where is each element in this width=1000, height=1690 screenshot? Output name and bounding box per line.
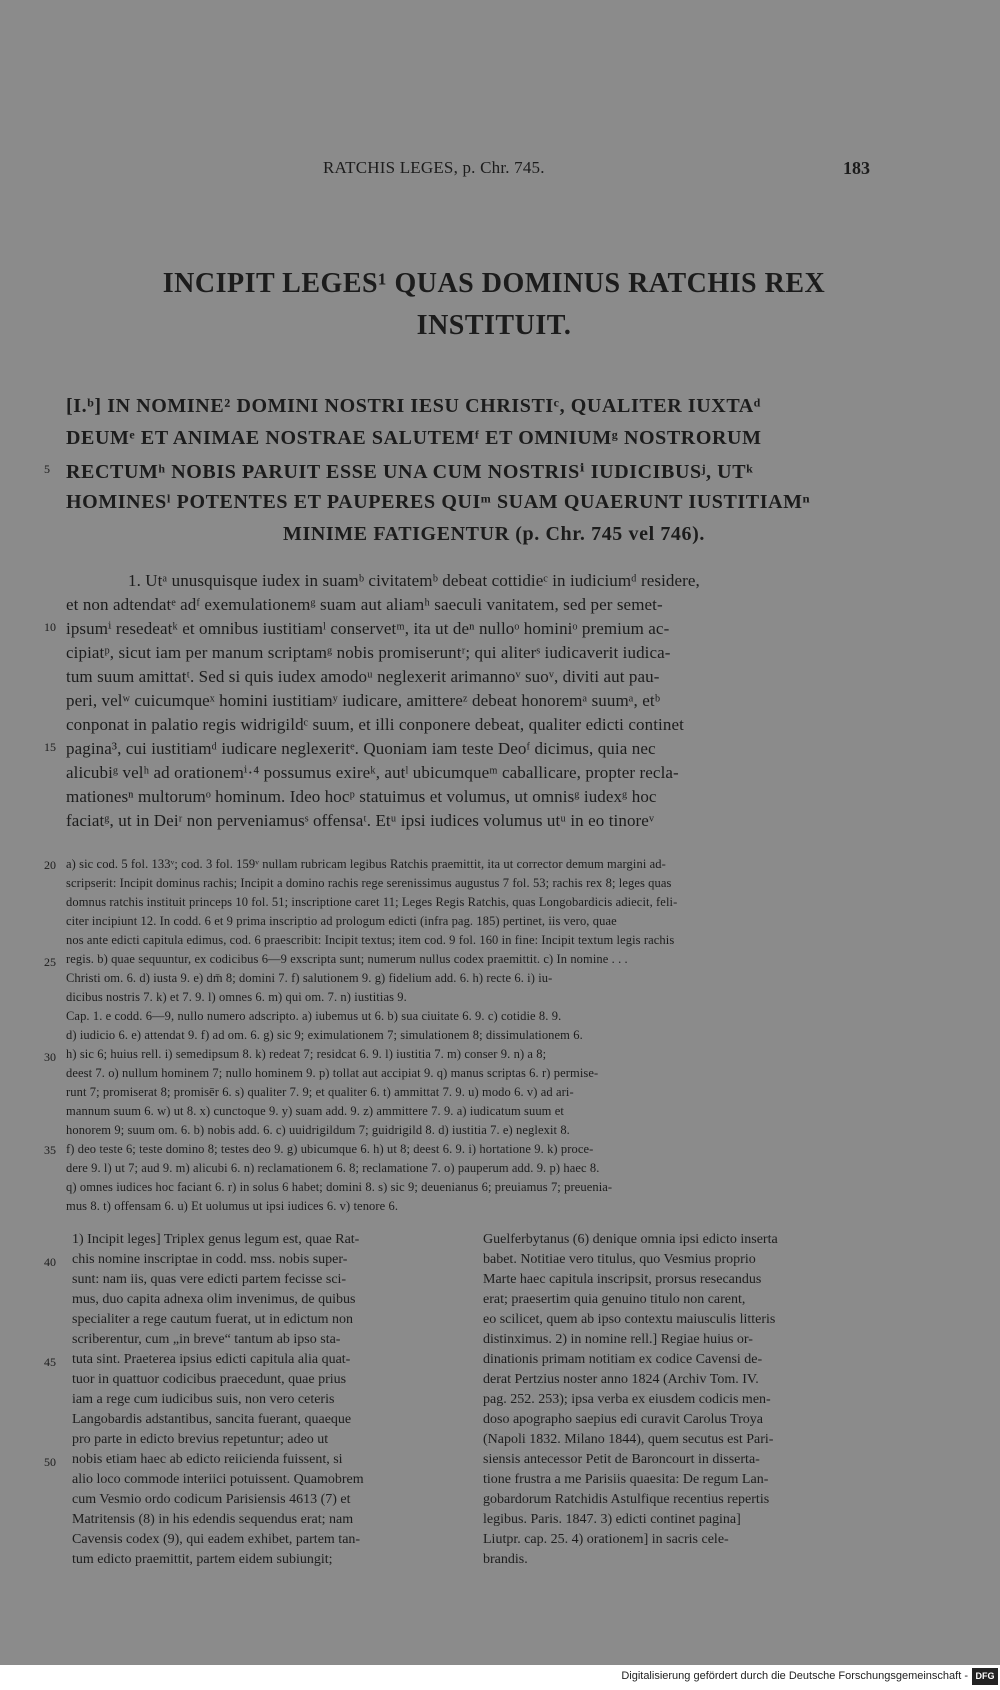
apparatus-line: Christi om. 6. d) iusta 9. e) dm̄ 8; domini 7. f) salutionem 9. g) fidelium add. 6. h) recte 6. i) iu- bbox=[66, 971, 553, 985]
margin-line-number: 10 bbox=[44, 620, 56, 634]
commentary-right-line: brandis. bbox=[483, 1552, 528, 1567]
body-line: ipsumⁱ resedeatᵏ et omnibus iustitiamˡ conservetᵐ, ita ut deⁿ nulloᵒ hominiᵒ premium ac- bbox=[66, 619, 670, 638]
commentary-right-line: Marte haec capitula inscripsit, prorsus resecandus bbox=[483, 1272, 762, 1287]
margin-line-number: 20 bbox=[44, 858, 56, 872]
apparatus-line: dere 9. l) ut 7; aud 9. m) alicubi 6. n) reclamationem 6. 8; reclamatione 7. o) pauperum add. 9. p) haec 8. bbox=[66, 1161, 600, 1175]
commentary-right-line: derat Pertzius noster anno 1824 (Archiv Tom. IV. bbox=[483, 1372, 759, 1387]
running-head-title: RATCHIS LEGES, p. Chr. 745. bbox=[323, 158, 545, 177]
preface-line: DEUMᵉ ET ANIMAE NOSTRAE SALUTEMᶠ ET OMNIUMᵍ NOSTRORUM bbox=[66, 427, 762, 449]
commentary-right-line: erat; praesertim quia genuino titulo non carent, bbox=[483, 1292, 746, 1307]
commentary-left-line: Matritensis (8) in his edendis sequendus erat; nam bbox=[72, 1512, 354, 1527]
commentary-left-line: tuta sint. Praeterea ipsius edicti capitula alia quat- bbox=[72, 1352, 351, 1367]
commentary-left-line: chis nomine inscriptae in codd. mss. nobis super- bbox=[72, 1252, 348, 1267]
apparatus-line: dicibus nostris 7. k) et 7. 9. l) omnes 6. m) qui om. 7. n) iustitias 9. bbox=[66, 990, 407, 1004]
body-line: alicubiᵍ velʰ ad orationemⁱ·⁴ possumus exireᵏ, autˡ ubicumqueᵐ caballicare, propter recla- bbox=[66, 763, 679, 782]
running-head bbox=[118, 158, 870, 182]
margin-line-number: 45 bbox=[44, 1355, 56, 1369]
apparatus-line: q) omnes iudices hoc faciant 6. r) in solus 6 habet; domini 8. s) sic 9; deuenianus 6; preuiamus 7; preuenia- bbox=[66, 1180, 613, 1194]
apparatus-line: domnus ratchis instituit princeps 10 fol. 51; inscriptione caret 11; Leges Regis Ratchis, quas Longobardicis adiecit, feli- bbox=[66, 895, 678, 909]
apparatus-line: h) sic 6; huius rell. i) semedipsum 8. k) redeat 7; residcat 6. 9. l) iustitia 7. m) conser 9. n) a 8; bbox=[66, 1047, 547, 1061]
body-line: mationesⁿ multorumᵒ hominum. Ideo hocᵖ statuimus et volumus, ut omnisᵍ iudexᵍ hoc bbox=[66, 787, 657, 806]
preface-line: HOMINESˡ POTENTES ET PAUPERES QUIᵐ SUAM QUAERUNT IUSTITIAMⁿ bbox=[66, 491, 811, 513]
dfg-logo: DFG bbox=[972, 1668, 998, 1685]
margin-line-number: 5 bbox=[44, 462, 50, 476]
body-line: faciatᵍ, ut in Deiʳ non perveniamusˢ offensaᵗ. Etᵘ ipsi iudices volumus utᵘ in eo tinoreᵛ bbox=[66, 811, 655, 830]
commentary-right-line: doso apographo saepius edi curavit Carolus Troya bbox=[483, 1412, 763, 1427]
footer-credit-text: Digitalisierung gefördert durch die Deutsche Forschungsgemeinschaft - bbox=[621, 1670, 968, 1682]
commentary-left-line: pro parte in edicto brevius repetuntur; adeo ut bbox=[72, 1432, 329, 1447]
commentary-right-line: pag. 252. 253); ipsa verba ex eiusdem codicis men- bbox=[483, 1392, 771, 1407]
commentary-right-line: legibus. Paris. 1847. 3) edicti continet pagina] bbox=[483, 1512, 741, 1527]
body-line: 1. Utᵃ unusquisque iudex in suamᵇ civitatemᵇ debeat cottidieᶜ in iudiciumᵈ residere, bbox=[128, 571, 700, 590]
commentary-right-line: siensis antecessor Petit de Baroncourt in disserta- bbox=[483, 1452, 760, 1467]
body-line: tum suum amittatᵗ. Sed si quis iudex amodoᵘ neglexerit arimannoᵛ suoᵛ, diviti aut pau- bbox=[66, 667, 660, 686]
apparatus-line: f) deo teste 6; teste domino 8; testes deo 9. g) ubicumque 6. h) ut 8; deest 6. 9. i) hortatione 9. k) proce- bbox=[66, 1142, 594, 1156]
preface-line: MINIME FATIGENTUR (p. Chr. 745 vel 746). bbox=[283, 523, 705, 545]
commentary-left-line: cum Vesmio ordo codicum Parisiensis 4613 (7) et bbox=[72, 1492, 351, 1507]
commentary-left-line: Langobardis adstantibus, sancita fuerant, quaeque bbox=[72, 1412, 352, 1427]
commentary-left-line: nobis etiam haec ab edicto reiicienda fuissent, si bbox=[72, 1452, 343, 1467]
margin-line-number: 15 bbox=[44, 740, 56, 754]
body-line: peri, velʷ cuicumqueˣ homini iustitiamʸ iudicare, amittereᶻ debeat honoremᵃ suumᵃ, etᵇ bbox=[66, 691, 661, 710]
main-title-line-1: INCIPIT LEGES¹ QUAS DOMINUS RATCHIS REX bbox=[162, 268, 826, 299]
commentary-right-line: dinationis primam notitiam ex codice Cavensi de- bbox=[483, 1352, 763, 1367]
commentary-left-line: tum edicto praemittit, partem eidem subiungit; bbox=[72, 1552, 333, 1567]
margin-line-number: 25 bbox=[44, 955, 56, 969]
apparatus-line: mannum suum 6. w) ut 8. x) cunctoque 9. y) suam add. 9. z) ammittere 7. 9. a) iudicatum suum et bbox=[66, 1104, 564, 1118]
commentary-left-line: iam a rege cum iudicibus suis, non vero ceteris bbox=[72, 1392, 335, 1407]
commentary-right-line: gobardorum Ratchidis Astulfique recentius repertis bbox=[483, 1492, 770, 1507]
apparatus-line: nos ante edicti capitula edimus, cod. 6 praescribit: Incipit textus; item cod. 9 fol. 160 in fine: Incipit textum legis rachis bbox=[66, 933, 675, 947]
commentary-left-line: alio loco commode interiici potuissent. Quamobrem bbox=[72, 1472, 364, 1487]
body-line: cipiatᵖ, sicut iam per manum scriptamᵍ nobis promiseruntʳ; qui aliterˢ iudicaverit iudica- bbox=[66, 643, 671, 662]
margin-line-number: 40 bbox=[44, 1255, 56, 1269]
apparatus-line: d) iudicio 6. e) attendat 9. f) ad om. 6. g) sic 9; eximulationem 7; simulationem 8; dissimulationem 6. bbox=[66, 1028, 583, 1042]
commentary-right-line: (Napoli 1832. Milano 1844), quem secutus est Pari- bbox=[483, 1432, 774, 1447]
apparatus-line: Cap. 1. e codd. 6—9, nullo numero adscripto. a) iubemus ut 6. b) sua ciuitate 6. 9. c) cotidie 8. 9. bbox=[66, 1009, 562, 1023]
apparatus-line: mus 8. t) offensam 6. u) Et uolumus ut ipsi iudices 6. v) tenore 6. bbox=[66, 1199, 399, 1213]
margin-line-number: 50 bbox=[44, 1455, 56, 1469]
commentary-left-line: Cavensis codex (9), qui eadem exhibet, partem tan- bbox=[72, 1532, 361, 1547]
page-number: 183 bbox=[843, 158, 870, 178]
commentary-right-line: babet. Notitiae vero titulus, quo Vesmius proprio bbox=[483, 1252, 756, 1267]
apparatus-line: honorem 9; suum om. 6. b) nobis add. 6. c) uuidrigildum 7; guidrigild 8. d) iustitia 7. e) neglexit 8. bbox=[66, 1123, 570, 1137]
margin-line-number: 30 bbox=[44, 1050, 56, 1064]
commentary-left-line: scriberentur, cum „in breve“ tantum ab ipso sta- bbox=[72, 1332, 341, 1347]
commentary-right-line: Liutpr. cap. 25. 4) orationem] in sacris cele- bbox=[483, 1532, 729, 1547]
apparatus-line: scripserit: Incipit dominus rachis; Incipit a domino rachis rege serenissimus augustus 7 fol. 53; rachis rex 8; leges quas bbox=[66, 876, 672, 890]
body-line: pagina³, cui iustitiamᵈ iudicare neglexeritᵉ. Quoniam iam teste Deoᶠ dicimus, quia nec bbox=[66, 739, 656, 758]
commentary-right-line: eo scilicet, quem ab ipso contextu maiusculis litteris bbox=[483, 1312, 776, 1327]
apparatus-line: regis. b) quae sequuntur, ex codicibus 6—9 exscripta sunt; numerum nullus codex praemittit. c) In nomine . . . bbox=[66, 952, 628, 966]
commentary-right-line: Guelferbytanus (6) denique omnia ipsi edicto inserta bbox=[483, 1232, 778, 1247]
apparatus-line: deest 7. o) nullum hominem 7; nullo hominem 9. p) tollat aut accipiat 9. q) manus scriptas 6. r) permise- bbox=[66, 1066, 599, 1080]
commentary-right-line: distinximus. 2) in nomine rell.] Regiae huius or- bbox=[483, 1332, 753, 1347]
main-title-line-2: INSTITUIT. bbox=[416, 310, 572, 341]
commentary-left-line: 1) Incipit leges] Triplex genus legum est, quae Rat- bbox=[72, 1232, 360, 1247]
margin-line-number: 35 bbox=[44, 1143, 56, 1157]
commentary-left-line: specialiter a rege cautum fuerat, ut in edictum non bbox=[72, 1312, 354, 1327]
commentary-left-line: mus, duo capita adnexa olim invenimus, de quibus bbox=[72, 1292, 356, 1307]
apparatus-line: citer incipiunt 12. In codd. 6 et 9 prima inscriptio ad prologum edicti (infra pag. 185) pertinet, iis vero, quae bbox=[66, 914, 617, 928]
apparatus-line: runt 7; promiserat 8; promisēr 6. s) qualiter 7. 9; et qualiter 6. t) ammittat 7. 9. u) modo 6. v) ad ari- bbox=[66, 1085, 574, 1099]
preface-line: [I.ᵇ] IN NOMINE² DOMINI NOSTRI IESU CHRISTIᶜ, QUALITER IUXTAᵈ bbox=[66, 395, 761, 417]
body-line: et non adtendatᵉ adᶠ exemulationemᵍ suam aut aliamʰ saeculi vanitatem, sed per semet- bbox=[66, 595, 663, 614]
commentary-right-line: tione frustra a me Parisiis quaesita: De regum Lan- bbox=[483, 1472, 769, 1487]
commentary-left-line: sunt: nam iis, quas vere edicti partem fecisse sci- bbox=[72, 1272, 347, 1287]
body-line: conponat in palatio regis widrigildᶜ suum, et illi conponere debeat, qualiter edicti continet bbox=[66, 715, 684, 734]
commentary-left-line: tuor in quattuor codicibus praecedunt, quae prius bbox=[72, 1372, 347, 1387]
preface-line: RECTUMʰ NOBIS PARUIT ESSE UNA CUM NOSTRISⁱ IUDICIBUSʲ, UTᵏ bbox=[66, 461, 754, 483]
apparatus-line: a) sic cod. 5 fol. 133ᵛ; cod. 3 fol. 159ᵛ nullam rubricam legibus Ratchis praemittit, ita ut corrector demum margini ad- bbox=[66, 857, 666, 871]
digitization-footer bbox=[0, 1665, 1000, 1690]
